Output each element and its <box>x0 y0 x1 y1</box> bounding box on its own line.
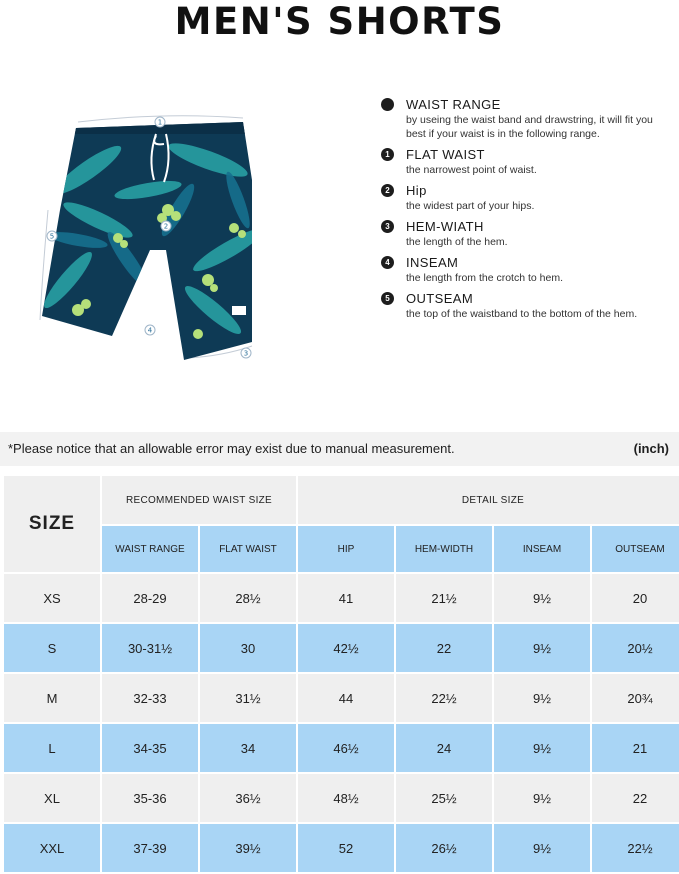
legend-desc: the length of the hem. <box>406 236 508 248</box>
recommended-waist-header: RECOMMENDED WAIST SIZE <box>102 476 296 524</box>
legend-desc: by useing the waist band and drawstring, it will fit you best if your waist is in the following range. <box>406 114 653 140</box>
table-cell: 20¾ <box>592 674 679 722</box>
legend-desc: the top of the waistband to the bottom of the hem. <box>406 308 638 320</box>
detail-size-header: DETAIL SIZE <box>298 476 679 524</box>
legend-item-flat-waist <box>381 146 671 177</box>
page-title: MEN'S SHORTS <box>174 0 505 43</box>
legend-item-hip <box>381 182 671 213</box>
table-row <box>4 574 679 622</box>
table-cell: 37-39 <box>102 824 198 872</box>
legend-heading: OUTSEAM <box>406 291 474 306</box>
table-cell: 22 <box>396 624 492 672</box>
table-cell: 28½ <box>200 574 296 622</box>
column-header-hem-width: HEM-WIDTH <box>396 526 492 572</box>
legend-bullet-icon: 4 <box>381 256 394 269</box>
table-cell: 46½ <box>298 724 394 772</box>
legend-bullet-icon: 5 <box>381 292 394 305</box>
table-cell: 22 <box>592 774 679 822</box>
marker-5-label: 5 <box>49 232 55 241</box>
legend-bullet-icon: 2 <box>381 184 394 197</box>
table-cell: 32-33 <box>102 674 198 722</box>
column-header-hip: HIP <box>298 526 394 572</box>
legend-bullet-icon: 3 <box>381 220 394 233</box>
table-column-header-row <box>4 526 679 572</box>
legend-desc: the widest part of your hips. <box>406 200 535 212</box>
table-cell: 44 <box>298 674 394 722</box>
table-cell: 24 <box>396 724 492 772</box>
table-cell: 41 <box>298 574 394 622</box>
table-row <box>4 824 679 872</box>
legend-heading: FLAT WAIST <box>406 147 485 162</box>
table-cell: 9½ <box>494 624 590 672</box>
table-cell: 20½ <box>592 624 679 672</box>
measurement-notice <box>0 432 679 466</box>
table-cell: 48½ <box>298 774 394 822</box>
table-row <box>4 724 679 772</box>
table-cell: 9½ <box>494 674 590 722</box>
unit-label: (inch) <box>633 441 669 456</box>
legend-desc: the length from the crotch to hem. <box>406 272 563 284</box>
brand-tag <box>232 306 246 315</box>
table-cell: 22½ <box>592 824 679 872</box>
table-cell: 20 <box>592 574 679 622</box>
table-cell: 25½ <box>396 774 492 822</box>
marker-3-label: 3 <box>243 349 249 358</box>
legend-item-outseam <box>381 290 671 321</box>
size-cell: M <box>4 674 100 722</box>
table-cell: 39½ <box>200 824 296 872</box>
table-cell: 26½ <box>396 824 492 872</box>
table-cell: 31½ <box>200 674 296 722</box>
table-cell: 34-35 <box>102 724 198 772</box>
table-cell: 34 <box>200 724 296 772</box>
table-row <box>4 674 679 722</box>
column-header-inseam: INSEAM <box>494 526 590 572</box>
legend-item-hem-width <box>381 218 671 249</box>
notice-text: *Please notice that an allowable error may exist due to manual measurement. <box>8 441 455 456</box>
size-chart-table <box>2 474 679 874</box>
table-cell: 36½ <box>200 774 296 822</box>
size-column-header: SIZE <box>4 476 100 572</box>
table-cell: 9½ <box>494 724 590 772</box>
table-cell: 9½ <box>494 574 590 622</box>
legend-heading: Hip <box>406 183 427 198</box>
table-cell: 28-29 <box>102 574 198 622</box>
legend-heading: WAIST RANGE <box>406 97 501 112</box>
table-cell: 30 <box>200 624 296 672</box>
column-header-outseam: OUTSEAM <box>592 526 679 572</box>
table-cell: 42½ <box>298 624 394 672</box>
measurement-legend <box>381 96 671 326</box>
size-cell: XL <box>4 774 100 822</box>
legend-heading: INSEAM <box>406 255 459 270</box>
size-cell: L <box>4 724 100 772</box>
marker-2-label: 2 <box>163 222 169 231</box>
table-cell: 9½ <box>494 774 590 822</box>
table-row <box>4 774 679 822</box>
legend-item-inseam <box>381 254 671 285</box>
legend-desc: the narrowest point of waist. <box>406 164 537 176</box>
table-cell: 22½ <box>396 674 492 722</box>
legend-item-waist-range <box>381 96 671 141</box>
column-header-flat-waist: FLAT WAIST <box>200 526 296 572</box>
table-cell: 21 <box>592 724 679 772</box>
column-header-waist-range: WAIST RANGE <box>102 526 198 572</box>
shorts-illustration <box>38 110 288 365</box>
table-row <box>4 624 679 672</box>
legend-heading: HEM-WIATH <box>406 219 484 234</box>
table-cell: 21½ <box>396 574 492 622</box>
legend-bullet-icon <box>381 98 394 111</box>
size-cell: S <box>4 624 100 672</box>
legend-bullet-icon: 1 <box>381 148 394 161</box>
size-rows <box>4 574 679 872</box>
size-cell: XXL <box>4 824 100 872</box>
marker-1-label: 1 <box>157 118 163 127</box>
marker-4-label: 4 <box>147 326 153 335</box>
table-cell: 35-36 <box>102 774 198 822</box>
table-cell: 9½ <box>494 824 590 872</box>
size-cell: XS <box>4 574 100 622</box>
table-header-row <box>4 476 679 524</box>
table-cell: 30-31½ <box>102 624 198 672</box>
table-cell: 52 <box>298 824 394 872</box>
